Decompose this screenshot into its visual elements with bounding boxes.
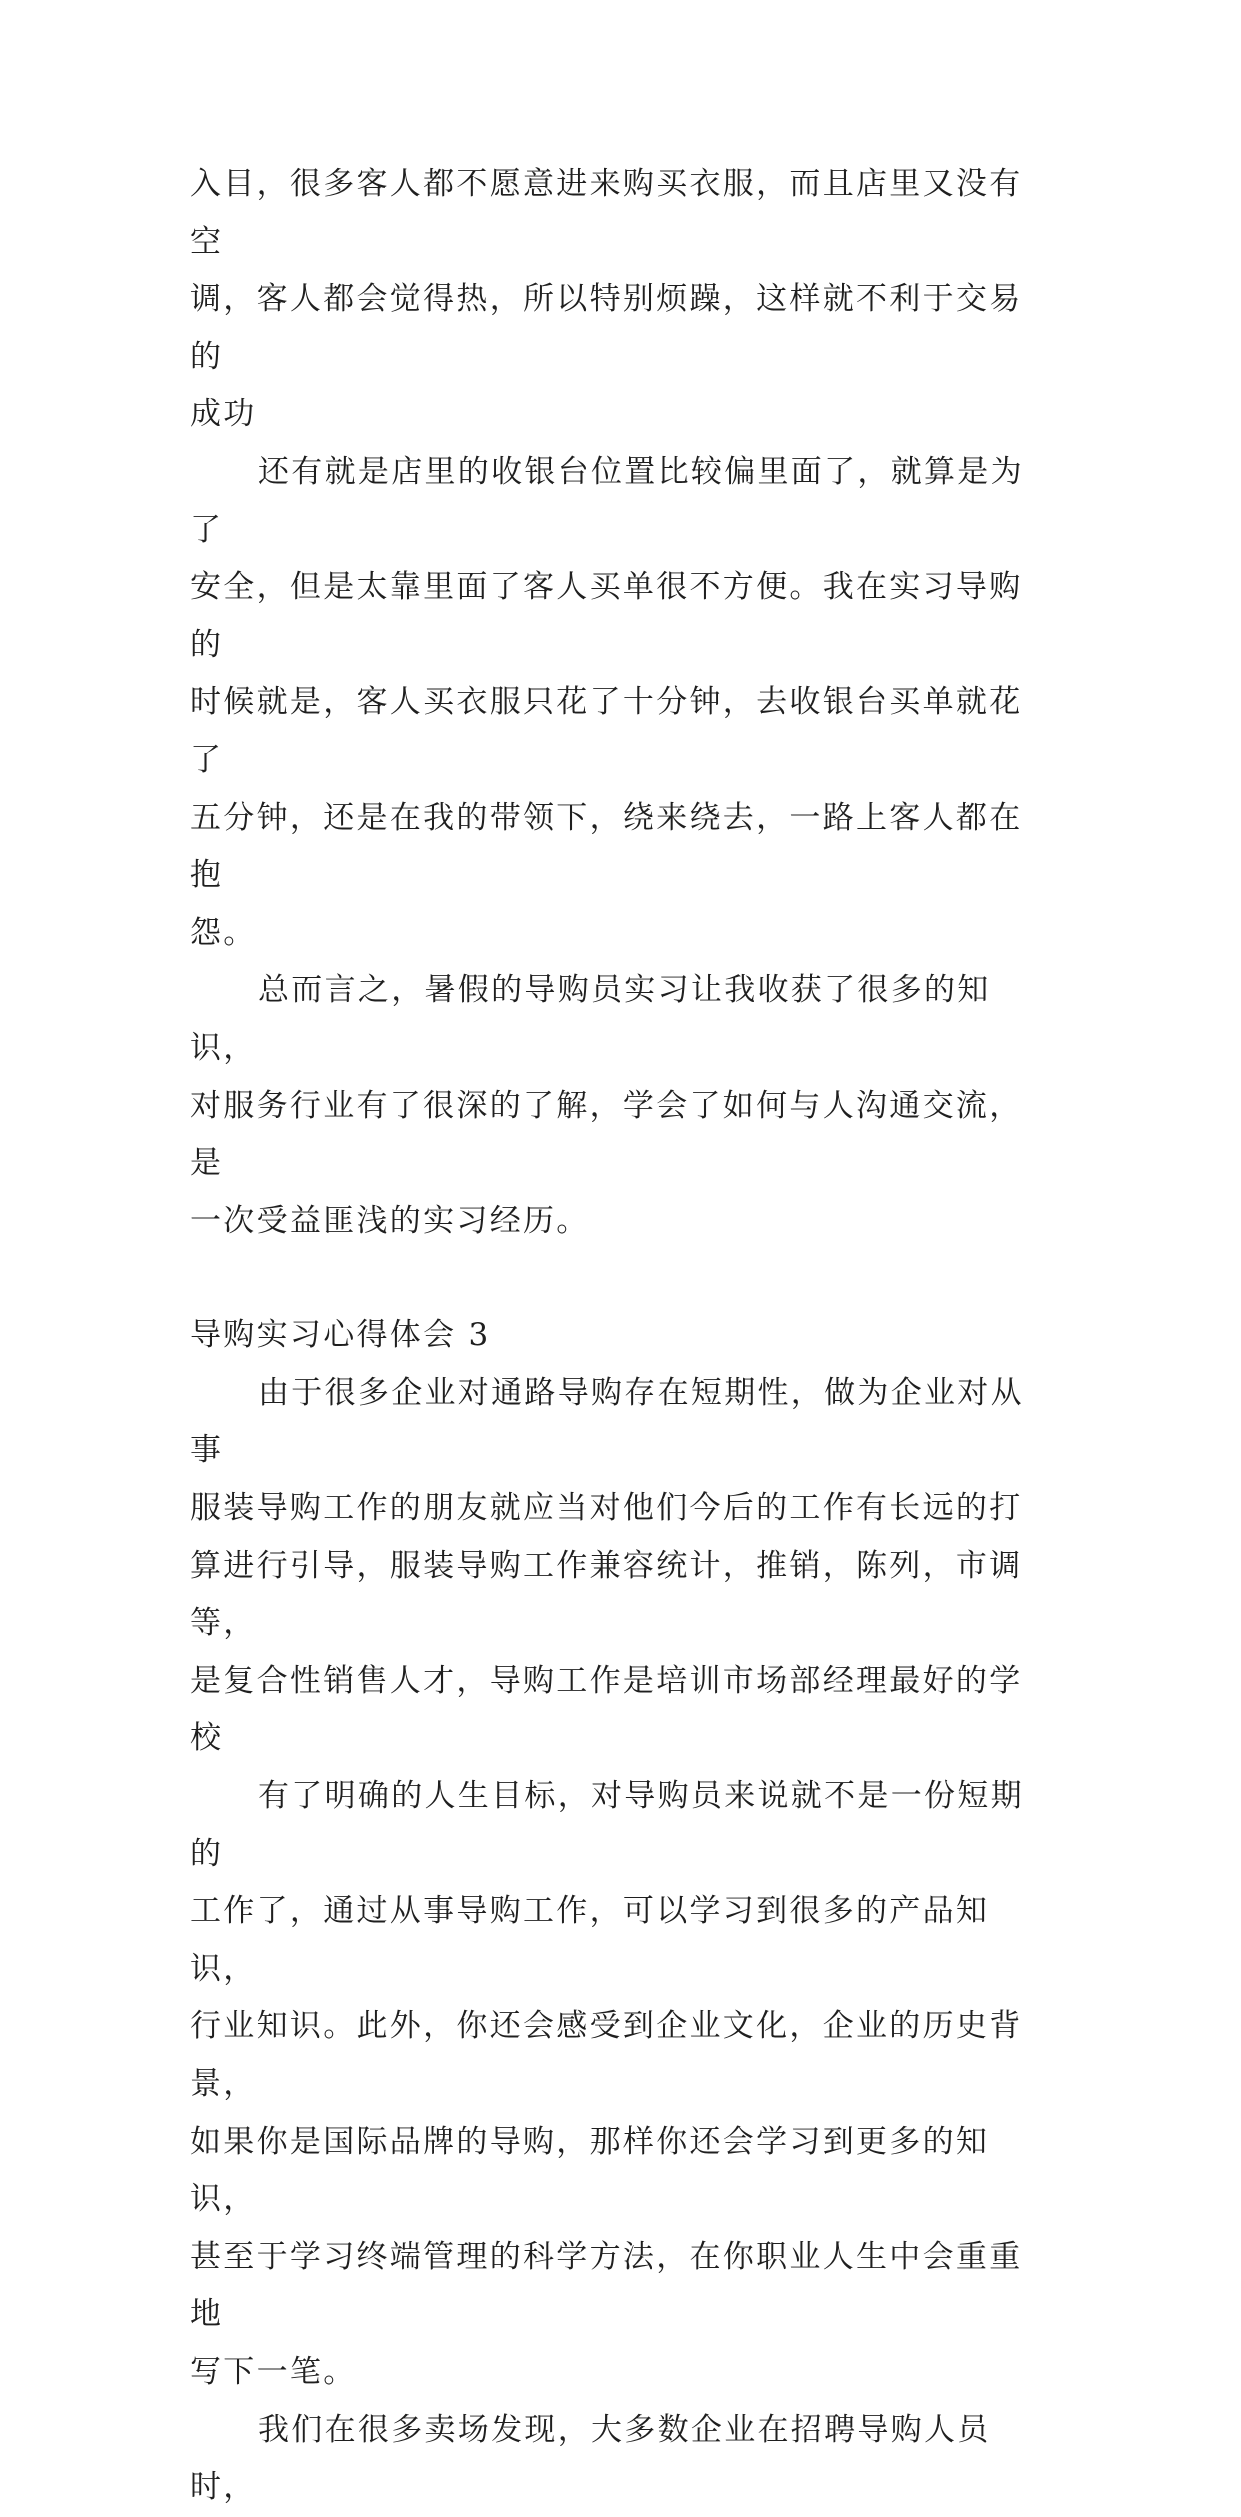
paragraph-4 <box>190 1365 1050 1768</box>
paragraph-5 <box>190 1768 1050 2402</box>
text-line: 入目，很多客人都不愿意进来购买衣服，而且店里又没有空 <box>190 166 1023 260</box>
text-line: 时候就是，客人买衣服只花了十分钟，去收银台买单就花了 <box>190 684 1023 778</box>
paragraph-2 <box>190 444 1050 962</box>
document-body <box>190 156 1050 2517</box>
text-line: 写下一笔。 <box>190 2353 357 2390</box>
text-line: 总而言之，暑假的导购员实习让我收获了很多的知识， <box>190 972 991 1066</box>
text-line: 是复合性销售人才，导购工作是培训市场部经理最好的学校 <box>190 1662 1023 1757</box>
text-line: 行业知识。此外，你还会感受到企业文化，企业的历史背景， <box>190 2008 1023 2102</box>
paragraph-3 <box>190 962 1050 1250</box>
text-line: 安全，但是太靠里面了客人买单很不方便。我在实习导购的 <box>190 569 1023 663</box>
text-line: 还有就是店里的收银台位置比较偏里面了，就算是为了 <box>190 453 1024 548</box>
text-line: 成功 <box>190 396 257 433</box>
text-line: 甚至于学习终端管理的科学方法，在你职业人生中会重重地 <box>190 2238 1023 2333</box>
paragraph-1 <box>190 156 1050 444</box>
paragraph-6 <box>190 2402 1050 2517</box>
text-line: 工作了，通过从事导购工作，可以学习到很多的产品知识， <box>190 1893 990 1987</box>
text-line: 服装导购工作的朋友就应当对他们今后的工作有长远的打 <box>190 1490 1023 1527</box>
text-line: 如果你是国际品牌的导购，那样你还会学习到更多的知识， <box>190 2123 990 2218</box>
text-line: 我们在很多卖场发现，大多数企业在招聘导购人员时， <box>190 2411 991 2506</box>
text-line: 由于很多企业对通路导购存在短期性，做为企业对从事 <box>190 1374 1024 1469</box>
text-line: 五分钟，还是在我的带领下，绕来绕去，一路上客人都在抱 <box>190 799 1023 894</box>
text-line: 有了明确的人生目标，对导购员来说就不是一份短期的 <box>190 1778 1024 1872</box>
text-line: 怨。 <box>190 914 257 951</box>
text-line: 算进行引导，服装导购工作兼容统计，推销，陈列，市调等， <box>190 1547 1023 1642</box>
text-line: 调，客人都会觉得热，所以特别烦躁，这样就不利于交易的 <box>190 281 1023 375</box>
text-line: 对服务行业有了很深的了解，学会了如何与人沟通交流，是 <box>190 1087 1023 1182</box>
text-line: 一次受益匪浅的实习经历。 <box>190 1202 590 1239</box>
section-heading: 导购实习心得体会 3 <box>190 1317 491 1354</box>
